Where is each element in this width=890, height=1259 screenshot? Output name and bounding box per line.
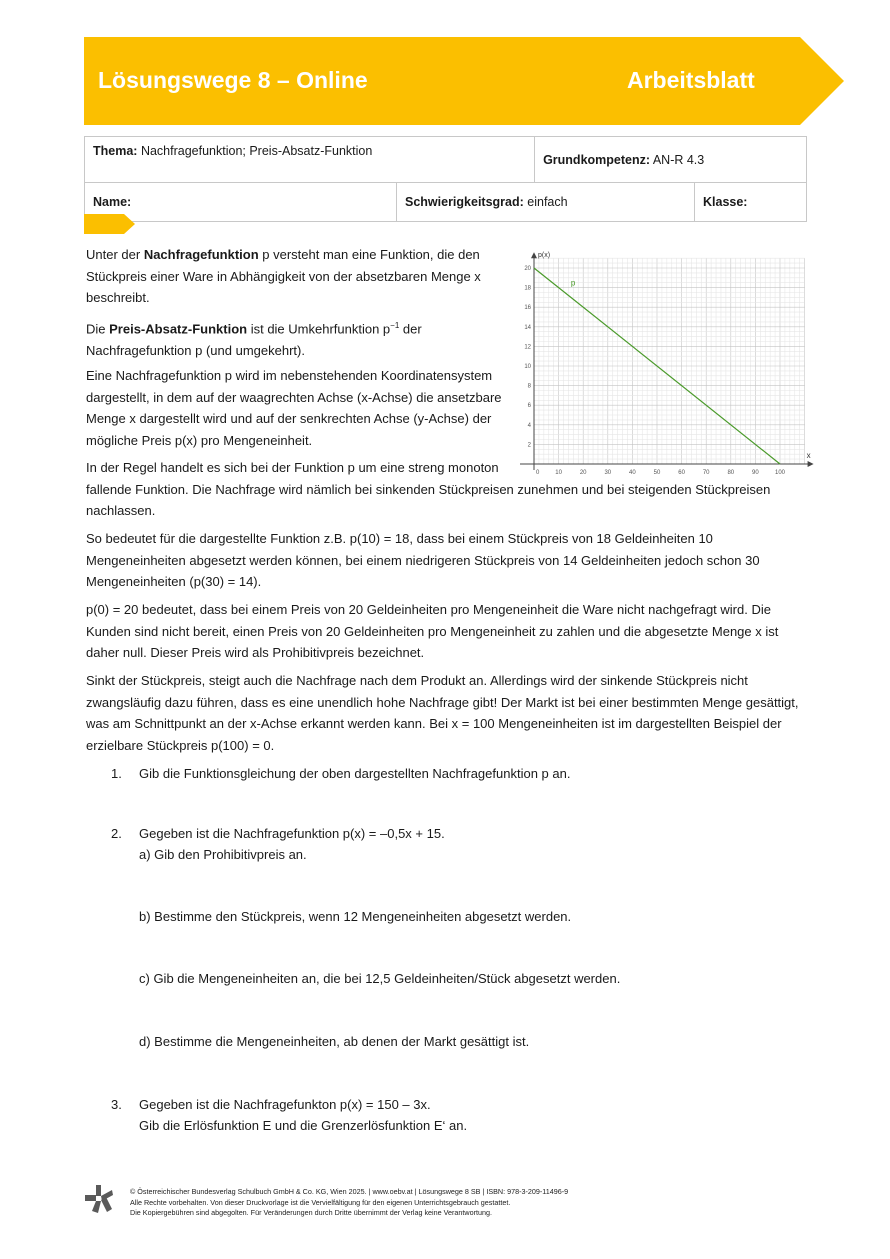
x-tick-label: 60 [678, 470, 685, 474]
task-2d: d) Bestimme die Mengeneinheiten, ab denen der Markt gesättigt ist. [139, 1034, 530, 1049]
y-tick-label: 10 [524, 364, 531, 370]
x-axis-label: x [806, 451, 811, 460]
paragraph-monoton: In der Regel handelt es sich bei der Funktion p um eine streng monoton fallende Funktion. Die Nachfrage wird nämlich bei sinkenden Stückpreisen zunehmen und bei steigenden Stückpreisen nachlassen. [86, 460, 771, 518]
task-2-number: 2. [111, 826, 122, 841]
task-3-sub: Gib die Erlösfunktion E und die Grenzerlösfunktion E‘ an. [139, 1118, 468, 1133]
y-tick-label: 2 [527, 442, 531, 449]
x-tick-label: 0 [536, 470, 540, 474]
y-tick-label: 16 [524, 305, 531, 312]
task-2c: c) Gib die Mengeneinheiten an, die bei 12,5 Geldeinheiten/Stück abgesetzt werden. [139, 971, 621, 986]
task-3-number: 3. [111, 1097, 122, 1112]
class-label: Klasse: [703, 195, 748, 209]
task-1-number: 1. [111, 766, 122, 781]
y-tick-label: 12 [524, 344, 531, 351]
y-tick-label: 8 [527, 383, 531, 390]
paragraph-prohibitivpreis: p(0) = 20 bedeutet, dass bei einem Preis von 20 Geldeinheiten pro Mengeneinheit die Ware nicht nachgefragt wird. Die Kunden sind nicht bereit, einen Preis von 20 Geldeinheiten pro Mengeneinheit zu zahlen und die abgesetzte Menge x ist daher null. Dieser Preis wird als Prohibitivpreis bezeichnet. [86, 602, 779, 660]
worksheet-title: Lösungswege 8 – Online [98, 67, 368, 93]
publisher-logo-icon [84, 1184, 114, 1214]
x-tick-label: 30 [604, 470, 612, 474]
task-1-text: Gib die Funktionsgleichung der oben dargestellten Nachfragefunktion p an. [139, 766, 571, 781]
topic-value: Nachfragefunktion; Preis-Absatz-Funktion [140, 144, 373, 158]
task-2b: b) Bestimme den Stückpreis, wenn 12 Mengeneinheiten abgesetzt werden. [139, 909, 572, 924]
task-2a: a) Gib den Prohibitivpreis an. [139, 847, 307, 862]
worksheet-type: Arbeitsblatt [627, 67, 755, 93]
paragraph-nachfragefunktion: Unter der Nachfragefunktion p versteht man eine Funktion, die den Stückpreis einer Ware in Abhängigkeit von der absetzbaren Menge x beschreibt. [86, 247, 481, 305]
difficulty-label: Schwierigkeitsgrad: [405, 195, 524, 209]
series-label-p: p [570, 278, 576, 288]
x-axis-arrow [808, 461, 814, 467]
topic-label: Thema: [93, 144, 138, 158]
y-axis-arrow [531, 252, 537, 258]
difficulty-value: einfach [527, 195, 568, 209]
x-tick-label: 50 [653, 470, 661, 474]
paragraph-koordinatensystem: Eine Nachfragefunktion p wird im nebenstehenden Koordinatensystem dargestellt, in dem auf der waagrechten Achse (x-Achse) die ansetzbare Menge x dargestellt wird und auf der senkrechten Achse (y-Achse) der mögliche Preis p(x) pro Mengeneinheit. [86, 368, 502, 448]
x-tick-label: 90 [752, 470, 759, 474]
topic-cell [85, 137, 535, 183]
name-label: Name: [93, 195, 132, 209]
y-axis-label: p(x) [538, 252, 551, 260]
x-tick-label: 40 [629, 470, 636, 474]
info-table [84, 136, 807, 222]
yellow-tab-marker [84, 214, 136, 234]
paragraph-preis-absatz: Die Preis-Absatz-Funktion ist die Umkehrfunktion $p^{-1}$ der Nachfragefunktion p (und umgekehrt). [86, 321, 422, 358]
x-tick-label: 70 [702, 470, 710, 474]
footer-line-1: © Österreichischer Bundesverlag Schulbuch GmbH & Co. KG, Wien 2025. | www.oebv.at | Lösungswege 8 SB | ISBN: 978-3-209-11496-9 [130, 1187, 569, 1196]
difficulty-cell [397, 183, 695, 222]
header-banner [84, 37, 844, 125]
x-tick-label: 100 [774, 470, 786, 474]
x-tick-label: 80 [727, 470, 735, 474]
task-3-text: Gegeben ist die Nachfragefunkton p(x) = 150 – 3x. [139, 1097, 431, 1112]
task-2-text: Gegeben ist die Nachfragefunktion p(x) = –0,5x + 15. [139, 826, 445, 841]
paragraph-beispiel: So bedeutet für die dargestellte Funktion z.B. p(10) = 18, dass bei einem Stückpreis von 18 Geldeinheiten 10 Mengeneinheiten abgesetzt werden können, bei einem niedrigeren Stückpreis von 14 Geldeinheiten jedoch schon 30 Mengeneinheiten (p(30) = 14). [86, 531, 760, 589]
competence-cell [535, 137, 807, 183]
y-tick-label: 20 [524, 266, 531, 272]
paragraph-saettigung: Sinkt der Stückpreis, steigt auch die Nachfrage nach dem Produkt an. Allerdings wird der sinkende Stückpreis nicht zwangsläufig dazu führen, dass es eine unendlich hohe Nachfrage gibt! Der Markt ist bei einer bestimmten Menge gesättigt, was am Schnittpunkt an der x-Achse erkannt werden kann. Bei x = 100 Mengeneinheiten ist im dargestellten Beispiel der erzielbare Stückpreis p(100) = 0. [86, 673, 799, 753]
y-tick-label: 4 [527, 422, 531, 429]
x-tick-label: 10 [555, 470, 562, 474]
footer-line-3: Die Kopiergebühren sind abgegolten. Für Veränderungen durch Dritte übernimmt der Verlag keine Verantwortung. [130, 1208, 492, 1217]
class-cell [695, 183, 807, 222]
y-tick-label: 18 [524, 285, 531, 292]
demand-function-chart [515, 244, 815, 474]
footer-copyright [130, 1187, 568, 1219]
x-tick-label: 20 [579, 470, 587, 474]
competence-value: AN-R 4.3 [652, 152, 705, 167]
y-tick-label: 14 [524, 324, 531, 331]
chart-grid [534, 258, 805, 464]
y-tick-label: 6 [527, 403, 531, 410]
footer-line-2: Alle Rechte vorbehalten. Von dieser Druckvorlage ist die Vervielfältigung für den eigenen Unterrichtsgebrauch gestattet. [130, 1197, 511, 1207]
competence-label: Grundkompetenz: [543, 152, 651, 167]
